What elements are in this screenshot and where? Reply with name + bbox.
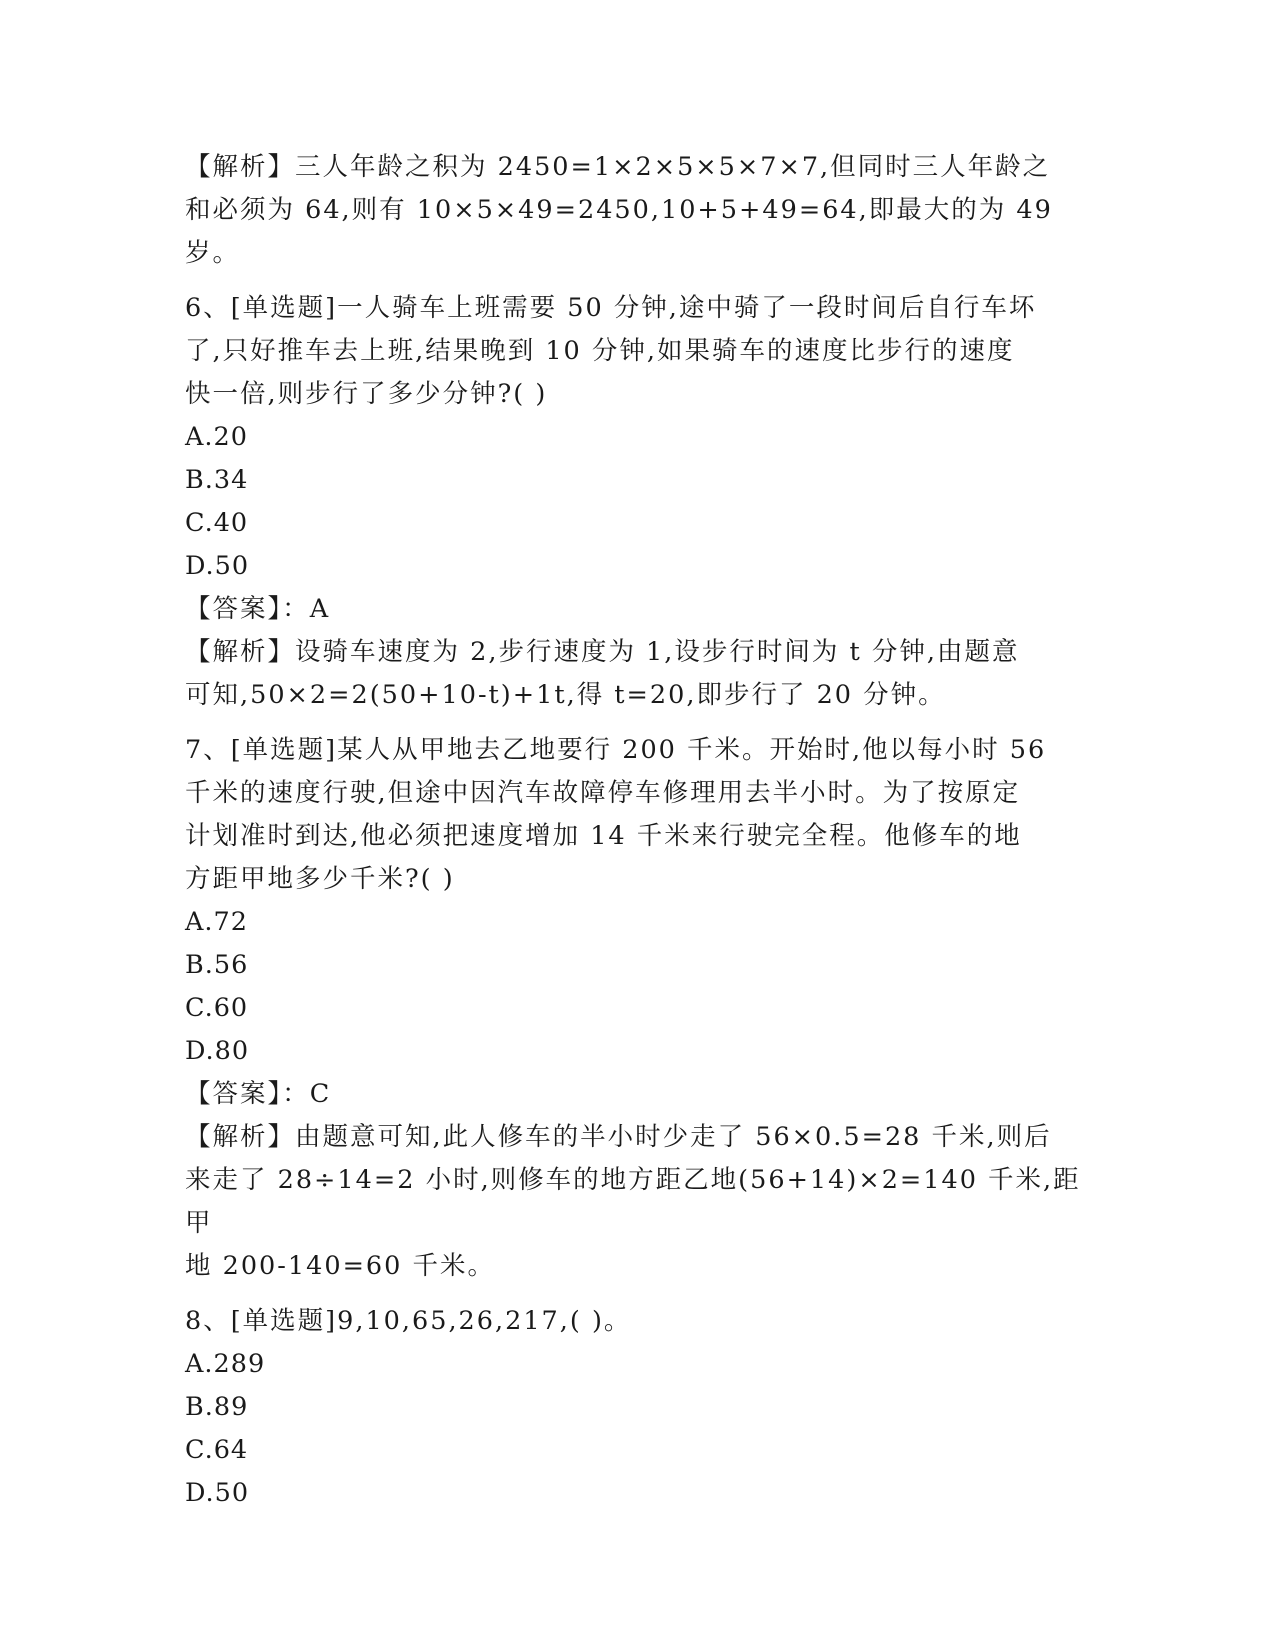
question-stem-line: 6、[单选题]一人骑车上班需要 50 分钟,途中骑了一段时间后自行车坏: [185, 293, 1037, 323]
question-stem-line: 方距甲地多少千米?( ): [185, 864, 455, 894]
question-8: [185, 1300, 1085, 1515]
question-stem-line: 计划准时到达,他必须把速度增加 14 千米来行驶完全程。他修车的地: [185, 821, 1022, 851]
analysis-line: 【解析】由题意可知,此人修车的半小时少走了 56×0.5=28 千米,则后: [185, 1122, 1052, 1152]
option-b: B.89: [185, 1392, 249, 1422]
analysis-line: 来走了 28÷14=2 小时,则修车的地方距乙地(56+14)×2=140 千米,距甲: [185, 1165, 1081, 1238]
question-6: [185, 287, 1085, 717]
option-d: D.50: [185, 1478, 250, 1508]
question-7: [185, 729, 1085, 1288]
question-stem-line: 了,只好推车去上班,结果晚到 10 分钟,如果骑车的速度比步行的速度: [185, 336, 1015, 366]
option-c: C.40: [185, 508, 249, 538]
analysis-line: 可知,50×2=2(50+10-t)+1t,得 t=20,即步行了 20 分钟。: [185, 680, 946, 710]
analysis-label: 【解析】: [185, 152, 296, 182]
option-b: B.56: [185, 950, 249, 980]
analysis-line: 【解析】设骑车速度为 2,步行速度为 1,设步行时间为 t 分钟,由题意: [185, 637, 1020, 667]
answer-line: [185, 1073, 1085, 1116]
prev-analysis: [185, 146, 1085, 275]
option-a: A.20: [185, 422, 248, 452]
question-stem-line: 快一倍,则步行了多少分钟?( ): [185, 379, 548, 409]
question-stem-line: 千米的速度行驶,但途中因汽车故障停车修理用去半小时。为了按原定: [185, 778, 1021, 808]
answer-value: A: [309, 594, 331, 624]
analysis-line: 地 200-140=60 千米。: [185, 1251, 495, 1281]
option-d: D.80: [185, 1036, 250, 1066]
option-a: A.289: [185, 1349, 266, 1379]
analysis-line: 和必须为 64,则有 10×5×49=2450,10+5+49=64,即最大的为 49 岁。: [185, 195, 1053, 268]
answer-value: C: [309, 1079, 332, 1109]
answer-separator: ：: [282, 1079, 310, 1109]
analysis-label: 【解析】: [185, 637, 296, 667]
answer-line: [185, 588, 1085, 631]
option-b: B.34: [185, 465, 249, 495]
answer-separator: ：: [282, 594, 310, 624]
document-content: [185, 146, 1085, 1515]
analysis-line: 【解析】三人年龄之积为 2450=1×2×5×5×7×7,但同时三人年龄之: [185, 152, 1051, 182]
question-stem-line: 8、[单选题]9,10,65,26,217,( )。: [185, 1306, 632, 1336]
answer-label: 【答案】: [185, 594, 283, 624]
option-a: A.72: [185, 907, 248, 937]
option-d: D.50: [185, 551, 250, 581]
option-c: C.60: [185, 993, 249, 1023]
answer-label: 【答案】: [185, 1079, 283, 1109]
question-stem-line: 7、[单选题]某人从甲地去乙地要行 200 千米。开始时,他以每小时 56: [185, 735, 1047, 765]
option-c: C.64: [185, 1435, 249, 1465]
analysis-label: 【解析】: [185, 1122, 296, 1152]
